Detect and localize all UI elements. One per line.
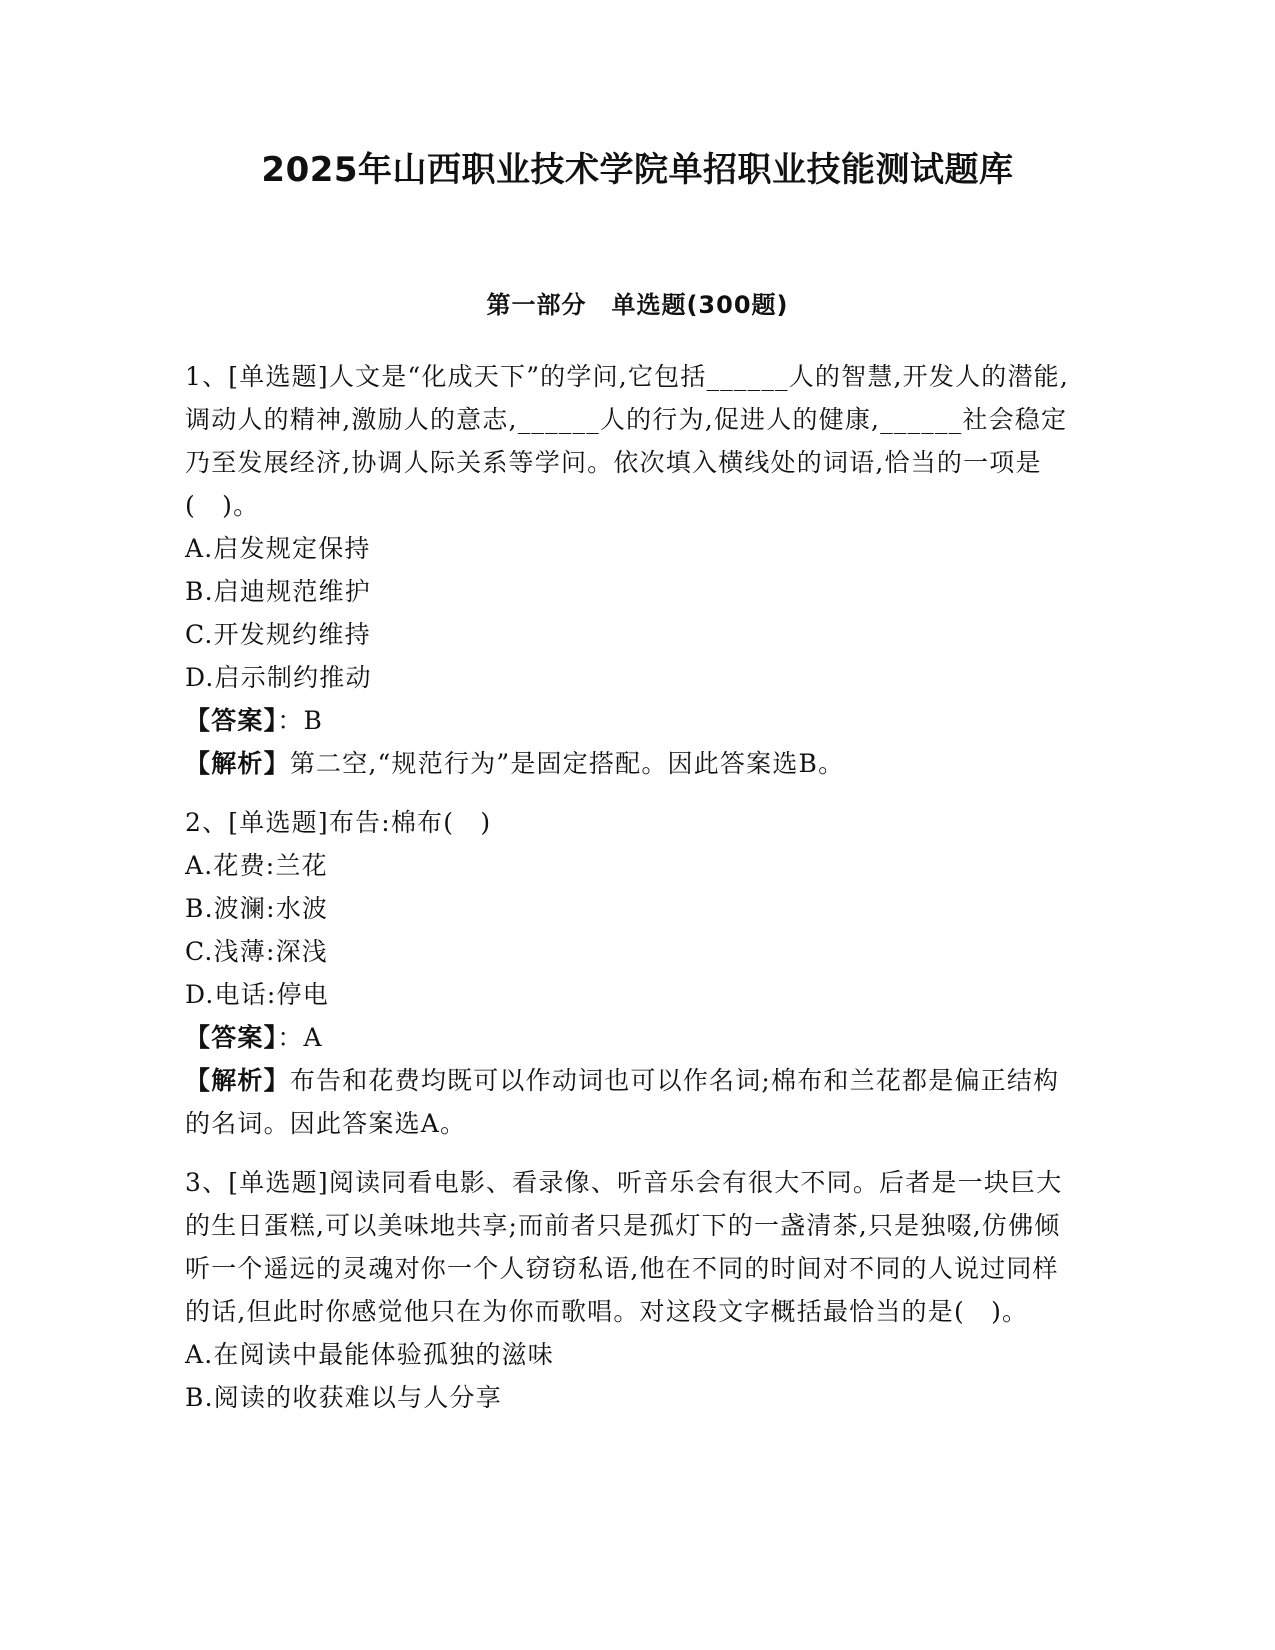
analysis-text: 布告和花费均既可以作动词也可以作名词;棉布和兰花都是偏正结构的名词。因此答案选A。 <box>185 1066 1060 1138</box>
option-c: C.浅薄:深浅 <box>185 937 329 966</box>
answer-value: ：B <box>277 706 324 735</box>
option-d: D.启示制约推动 <box>185 663 372 692</box>
answer-line <box>185 1016 1075 1059</box>
option-a: A.花费:兰花 <box>185 851 328 880</box>
question-stem: 3、[单选题]阅读同看电影、看录像、听音乐会有很大不同。后者是一块巨大的生日蛋糕,可以美味地共享;而前者只是孤灯下的一盏清茶,只是独啜,仿佛倾听一个遥远的灵魂对你一个人窃窃私语,他在不同的时间对不同的人说过同样的话,但此时你感觉他只在为你而歌唱。对这段文字概括最恰当的是( )。 <box>185 1168 1063 1326</box>
analysis-label: 【解析】 <box>185 749 290 778</box>
analysis-line <box>185 1059 1075 1145</box>
question-list <box>185 355 1075 1435</box>
option-b: B.启迪规范维护 <box>185 577 371 606</box>
question-3 <box>185 1161 1075 1419</box>
answer-value: ：A <box>277 1023 323 1052</box>
document-title: 2025年山西职业技术学院单招职业技能测试题库 <box>261 150 1014 190</box>
question-stem: 1、[单选题]人文是“化成天下”的学问,它包括______人的智慧,开发人的潜能,调动人的精神,激励人的意志,______人的行为,促进人的健康,______社会稳定乃至发展经济,协调人际关系等学问。依次填入横线处的词语,恰当的一项是( )。 <box>185 362 1070 520</box>
answer-line <box>185 699 1075 742</box>
option-a: A.启发规定保持 <box>185 534 371 563</box>
question-stem: 2、[单选题]布告:棉布( ) <box>185 808 492 837</box>
analysis-label: 【解析】 <box>185 1066 290 1095</box>
analysis-text: 第二空,“规范行为”是固定搭配。因此答案选B。 <box>289 749 845 778</box>
section-title: 第一部分 单选题(300题) <box>486 291 789 319</box>
option-c: C.开发规约维持 <box>185 620 371 649</box>
question-1 <box>185 355 1075 785</box>
question-2 <box>185 801 1075 1145</box>
option-a: A.在阅读中最能体验孤独的滋味 <box>185 1340 555 1369</box>
option-b: B.阅读的收获难以与人分享 <box>185 1383 502 1412</box>
option-d: D.电话:停电 <box>185 980 329 1009</box>
answer-label: 【答案】 <box>185 1023 278 1052</box>
analysis-line <box>185 742 1075 785</box>
option-b: B.波澜:水波 <box>185 894 329 923</box>
answer-label: 【答案】 <box>185 706 278 735</box>
